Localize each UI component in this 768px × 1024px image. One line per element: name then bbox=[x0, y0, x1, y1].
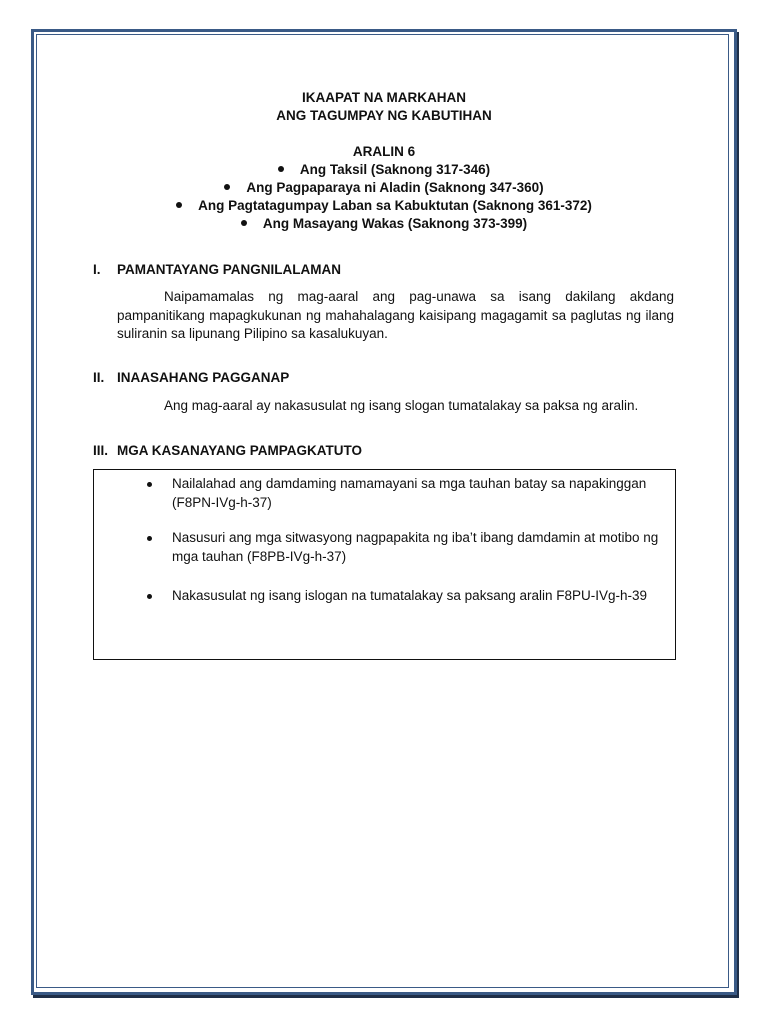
section-number: I. bbox=[93, 262, 101, 277]
bullet-icon bbox=[241, 220, 247, 226]
bullet-icon bbox=[147, 594, 152, 599]
topic-label: Ang Masayang Wakas (Saknong 373-399) bbox=[262, 216, 528, 231]
section-title: PAMANTAYANG PANGNILALAMAN bbox=[117, 262, 342, 277]
competency-item bbox=[147, 529, 667, 566]
quarter-title: IKAAPAT NA MARKAHAN bbox=[302, 90, 466, 105]
competencies-box bbox=[93, 469, 676, 660]
bullet-icon bbox=[147, 536, 152, 541]
topic-label: Ang Pagtatagumpay Laban sa Kabuktutan (Saknong 361-372) bbox=[198, 198, 592, 213]
performance-standard-text: Ang mag-aaral ay nakasusulat ng isang slogan tumatalakay sa paksa ng aralin. bbox=[164, 398, 639, 413]
bullet-icon bbox=[176, 202, 182, 208]
theme-title: ANG TAGUMPAY NG KABUTIHAN bbox=[276, 108, 492, 123]
section-heading-learning-competencies bbox=[93, 442, 362, 460]
competency-item bbox=[147, 475, 667, 512]
content-standard-text: Naipamamalas ng mag-aaral ang pag-unawa sa isang dakilang akdang pampanitikang mapagkukunan ng mahahalagang kaisipang magagamit sa paglutas ng ilang suliranin sa lipunang Pilipino sa kasalukuyan. bbox=[117, 289, 674, 341]
section-heading-content-standard bbox=[93, 261, 341, 279]
competency-item bbox=[147, 587, 667, 606]
section-title: MGA KASANAYANG PAMPAGKATUTO bbox=[117, 443, 363, 458]
bullet-icon bbox=[147, 482, 152, 487]
document-header bbox=[0, 89, 768, 233]
topic-item bbox=[0, 215, 768, 233]
section-number: II. bbox=[93, 370, 105, 385]
lesson-title: ARALIN 6 bbox=[352, 144, 416, 159]
topic-item bbox=[0, 197, 768, 215]
competency-text: Nasusuri ang mga sitwasyong nagpapakita ng iba’t ibang damdamin at motibo ng mga tauhan (F8PB-IVg-h-37) bbox=[172, 530, 659, 564]
section-title: INAASAHANG PAGGANAP bbox=[117, 370, 290, 385]
section-heading-performance-standard bbox=[93, 369, 289, 387]
topic-label: Ang Pagpaparaya ni Aladin (Saknong 347-360) bbox=[246, 180, 544, 195]
topic-item bbox=[0, 161, 768, 179]
competency-text: Nakasusulat ng isang islogan na tumatalakay sa paksang aralin F8PU-IVg-h-39 bbox=[172, 588, 648, 603]
topic-label: Ang Taksil (Saknong 317-346) bbox=[299, 162, 491, 177]
section-number: III. bbox=[93, 443, 109, 458]
bullet-icon bbox=[278, 166, 284, 172]
bullet-icon bbox=[224, 184, 230, 190]
topic-item bbox=[0, 179, 768, 197]
competency-text: Nailalahad ang damdaming namamayani sa mga tauhan batay sa napakinggan (F8PN-IVg-h-37) bbox=[172, 476, 647, 510]
